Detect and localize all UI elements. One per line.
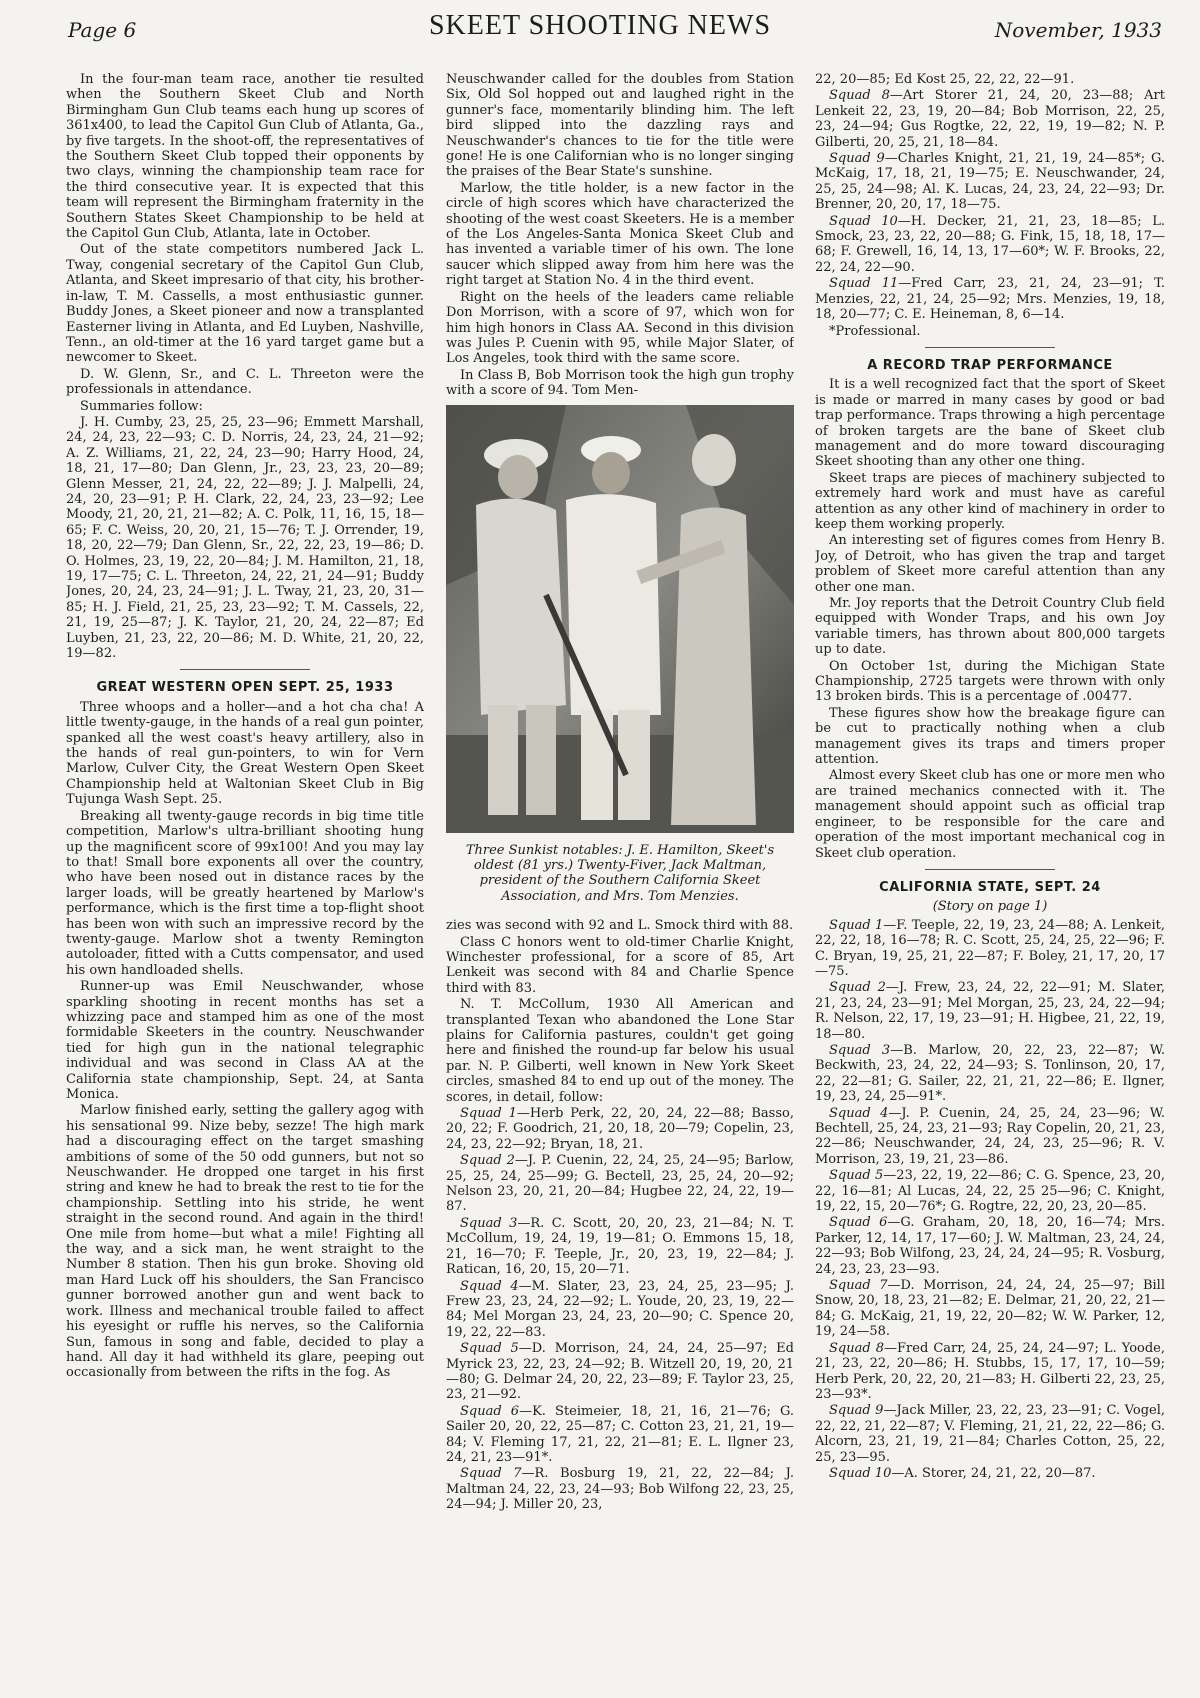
article-paragraph: Skeet traps are pieces of machinery subjected to extremely hard work and must have as careful attention as any other kind of machinery in order to keep them working properly. bbox=[815, 470, 1165, 532]
squad-label: Squad 7 bbox=[460, 1466, 522, 1482]
squad-scores bbox=[815, 1106, 1165, 1168]
article-paragraph: These figures show how the breakage figure can be cut to practically nothing when a club management gives its traps and timers proper attention. bbox=[815, 705, 1165, 768]
squad-label: Squad 5 bbox=[460, 1341, 519, 1357]
section-heading: GREAT WESTERN OPEN SEPT. 25, 1933 bbox=[96, 680, 394, 696]
divider bbox=[925, 347, 1055, 348]
squad-results: —Charles Knight, 21, 21, 19, 24—85*; G. McKaig, 17, 18, 21, 19—75; E. Neuschwander, 24, 25, 25, 24—98; Al. K. Lucas, 24, 23, 24, 22—93; Dr. Brenner, 20, 20, 17, 18—75. bbox=[815, 151, 1165, 213]
photograph-illustration bbox=[446, 405, 794, 833]
column-2 bbox=[446, 72, 794, 1692]
column-3 bbox=[815, 72, 1165, 1692]
squad-results: —A. Storer, 24, 21, 22, 20—87. bbox=[891, 1465, 1096, 1481]
article-paragraph: It is a well recognized fact that the sport of Skeet is made or marred in many cases by good or bad trap performance. Traps throwing a high percentage of broken targets are the bane of Skeet club management and do more toward discouraging Skeet shooting than any other one thing. bbox=[815, 377, 1165, 470]
squad-results: —F. Teeple, 22, 19, 23, 24—88; A. Lenkeit, 22, 22, 18, 16—78; R. C. Scott, 25, 24, 25, 22—96; F. C. Bryan, 19, 25, 21, 22—87; F. Boley, 21, 17, 20, 17—75. bbox=[815, 917, 1165, 979]
squad-scores bbox=[815, 1466, 1165, 1481]
squad-label: Squad 10 bbox=[829, 1465, 892, 1481]
publication-title: SKEET SHOOTING NEWS bbox=[428, 10, 772, 41]
article-paragraph: D. W. Glenn, Sr., and C. L. Threeton were the professionals in attendance. bbox=[66, 366, 424, 398]
article-paragraph: An interesting set of figures comes from Henry B. Joy, of Detroit, who has given the trap and target problem of Skeet more careful attention than any other one man. bbox=[815, 533, 1165, 595]
squad-scores bbox=[815, 151, 1165, 213]
squad-scores bbox=[815, 1341, 1165, 1403]
article-paragraph: Three whoops and a holler—and a hot cha cha! A little twenty-gauge, in the hands of a real gun pointer, spanked all the west coast's heavy artillery, also in the hands of real gun-pointers, to win for Vern Marlow, Culver City, the Great Western Open Skeet Championship held at Waltonian Skeet Club in Big Tujunga Wash Sept. 25. bbox=[66, 699, 424, 808]
article-paragraph: Almost every Skeet club has one or more men who are trained mechanics connected with it. The management should appoint such as official trap engineer, to be responsible for the care and operation of the most important mechanical cog in Skeet club operation. bbox=[815, 768, 1165, 861]
article-paragraph: Marlow, the title holder, is a new factor in the circle of high scores which have characterized the shooting of the west coast Skeeters. He is a member of the Los Angeles-Santa Monica Skeet Club and has invented a variable timer of his own. The lone saucer which slipped away from him here was the right target at Station No. 4 in the third event. bbox=[446, 180, 794, 289]
squad-label: Squad 2 bbox=[460, 1153, 515, 1169]
squad-scores bbox=[815, 1168, 1165, 1214]
article-paragraph: Right on the heels of the leaders came reliable Don Morrison, with a score of 97, which won for him high honors in Class AA. Second in this division was Jules P. Cuenin with 95, while Major Slater, of Los Angeles, took third with the same score. bbox=[446, 289, 794, 367]
squad-results: —R. C. Scott, 20, 20, 23, 21—84; N. T. McCollum, 19, 24, 19, 19—81; O. Emmons 15, 18, 21, 16—70; F. Teeple, Jr., 20, 23, 19, 22—84; J. Ratican, 16, 20, 15, 20—71. bbox=[446, 1215, 794, 1278]
squad-scores: 22, 20—85; Ed Kost 25, 22, 22, 22—91. bbox=[815, 72, 1075, 87]
squad-label: Squad 8 bbox=[829, 88, 890, 104]
squad-results: —M. Slater, 23, 23, 24, 25, 23—95; J. Frew 23, 23, 24, 22—92; L. Youde, 20, 23, 19, 22—84; Mel Morgan 23, 24, 23, 20—90; C. Spence 20, 19, 22, 22—83. bbox=[446, 1278, 794, 1340]
squad-scores bbox=[815, 1278, 1165, 1340]
photo-caption: Three Sunkist notables: J. E. Hamilton, Skeet's oldest (81 yrs.) Twenty-Fiver, Jack Maltman, president of the Southern California Skeet Association, and Mrs. Tom Menzies. bbox=[465, 842, 775, 904]
article-paragraph: Summaries follow: bbox=[80, 398, 203, 414]
squad-label: Squad 1 bbox=[460, 1106, 517, 1122]
squad-results: —J. P. Cuenin, 22, 24, 25, 24—95; Barlow, 25, 25, 24, 25—99; G. Bectell, 23, 25, 24, 20—92; Nelson 23, 20, 21, 20—84; Hugbee 22, 24, 22, 19—87. bbox=[446, 1153, 794, 1215]
scores-paragraph: J. H. Cumby, 23, 25, 25, 23—96; Emmett Marshall, 24, 24, 23, 22—93; C. D. Norris, 24, 23, 24, 21—92; A. Z. Williams, 21, 22, 24, 23—90; Harry Hood, 24, 18, 21, 17—80; Dan Glenn, Jr., 23, 23, 23, 20—89; Glenn Messer, 21, 24, 22, 22—89; J. J. Malpelli, 24, 24, 20, 23—91; P. H. Clark, 22, 24, 23, 23—92; Lee Moody, 21, 20, 21, 21—82; A. C. Polk, 11, 16, 15, 18—65; F. C. Weiss, 20, 20, 21, 15—76; T. J. Orrender, 19, 18, 20, 22—79; Dan Glenn, Sr., 22, 22, 23, 19—86; D. O. Holmes, 23, 19, 22, 20—84; J. M. Hamilton, 21, 18, 19, 17—75; C. L. Threeton, 24, 22, 21, 24—91; Buddy Jones, 20, 24, 23, 24—91; J. L. Tway, 21, 23, 20, 31—85; H. J. Field, 21, 25, 23, 23—92; T. M. Cassels, 22, 21, 19, 25—87; J. K. Taylor, 21, 20, 24, 22—87; Ed Luyben, 21, 23, 22, 20—86; M. D. White, 21, 20, 22, 19—82. bbox=[66, 414, 424, 662]
article-paragraph: On October 1st, during the Michigan State Championship, 2725 targets were thrown with only 13 broken birds. This is a percentage of .00477. bbox=[815, 658, 1165, 705]
article-paragraph: In Class B, Bob Morrison took the high gun trophy with a score of 94. Tom Men- bbox=[446, 367, 794, 399]
section-subheading: (Story on page 1) bbox=[932, 899, 1048, 915]
squad-label: Squad 2 bbox=[829, 980, 886, 996]
photograph bbox=[446, 405, 794, 833]
article-paragraph: N. T. McCollum, 1930 All American and transplanted Texan who abandoned the Lone Star plains for California pastures, couldn't get going here and finished the round-up far below his usual par. N. P. Gilberti, well known in New York Skeet circles, smashed 84 to end up out of the money. The scores, in detail, follow: bbox=[446, 997, 794, 1105]
page-header bbox=[0, 0, 1200, 64]
squad-scores bbox=[446, 1106, 794, 1152]
squad-label: Squad 9 bbox=[829, 151, 885, 167]
squad-label: Squad 7 bbox=[829, 1278, 888, 1294]
squad-label: Squad 1 bbox=[829, 917, 884, 933]
squad-results: —G. Graham, 20, 18, 20, 16—74; Mrs. Parker, 12, 14, 17, 17—60; J. W. Maltman, 23, 24, 24, 22—93; Bob Wilfong, 23, 24, 24, 24—95; R. Vosburg, 24, 23, 23, 23—93. bbox=[815, 1215, 1165, 1277]
squad-scores bbox=[446, 1153, 794, 1215]
article-paragraph: Marlow finished early, setting the gallery agog with his sensational 99. Nize beby, sezze! The high mark had a discouraging effect on the target smashing ambitions of some of the 50 odd gunners, but not so Neuschwander. He dropped one target in his first string and knew he had to break the rest to tie for the championship. Settling into his stride, he went straight in the second round. And again in the third! One mile from home—but what a mile! Fighting all the way, and a sick man, he went straight to the Number 8 station. Then his gun broke. Shoving old man Hard Luck off his shoulders, the San Francisco gunner borrowed another gun and went back to work. Illness and mechanical trouble failed to affect his eyesight or ruffle his nerves, so the California Sun, famous in song and fable, decided to play a hand. All day it had withheld its glare, peeping out occasionally from between the rifts in the fog. As bbox=[66, 1103, 424, 1381]
squad-results: —Art Storer 21, 24, 20, 23—88; Art Lenkeit 22, 23, 19, 20—84; Bob Morrison, 22, 25, 23, 24—94; Gus Rogtke, 22, 22, 19, 19—82; N. P. Gilberti, 20, 25, 21, 18—84. bbox=[815, 88, 1165, 150]
squad-label: Squad 6 bbox=[460, 1403, 520, 1419]
squad-scores bbox=[446, 1404, 794, 1466]
squad-label: Squad 3 bbox=[460, 1215, 518, 1231]
squad-scores bbox=[815, 980, 1165, 1042]
squad-scores bbox=[815, 1403, 1165, 1465]
section-heading: CALIFORNIA STATE, SEPT. 24 bbox=[879, 879, 1101, 895]
squad-scores bbox=[815, 918, 1165, 980]
squad-scores bbox=[815, 276, 1165, 322]
squad-results: —Jack Miller, 23, 22, 23, 23—91; C. Vogel, 22, 22, 21, 22—87; V. Fleming, 21, 21, 22, 22—86; G. Alcorn, 23, 21, 19, 21—84; Charles Cotton, 25, 22, 25, 23—95. bbox=[815, 1403, 1165, 1465]
squad-results: —R. Bosburg 19, 21, 22, 22—84; J. Maltman 24, 22, 23, 24—93; Bob Wilfong 22, 23, 25, 24—94; J. Miller 20, 23, bbox=[446, 1466, 794, 1513]
squad-scores bbox=[815, 1215, 1165, 1277]
squad-label: Squad 3 bbox=[829, 1042, 891, 1058]
article-paragraph: In the four-man team race, another tie resulted when the Southern Skeet Club and North Birmingham Gun Club teams each hung up scores of 361x400, to lead the Capitol Gun Club of Atlanta, Ga., by five targets. In the shoot-off, the representatives of the Southern Skeet Club topped their opponents by two clays, winning the championship team race for the third consecutive year. It is expected that this team will represent the Birmingham fraternity in the Southern States Skeet Championship to be held at the Capitol Gun Club, Atlanta, late in October. bbox=[66, 72, 424, 242]
squad-results: —D. Morrison, 24, 24, 24, 25—97; Ed Myrick 23, 22, 23, 24—92; B. Witzell 20, 19, 20, 21—80; G. Delmar 24, 20, 22, 23—89; F. Taylor 23, 25, 23, 21—92. bbox=[446, 1341, 794, 1403]
divider bbox=[925, 869, 1055, 870]
article-paragraph: zies was second with 92 and L. Smock third with 88. bbox=[446, 918, 794, 934]
divider bbox=[180, 669, 310, 670]
squad-label: Squad 8 bbox=[829, 1340, 885, 1356]
squad-scores bbox=[815, 1043, 1165, 1105]
article-paragraph: Out of the state competitors numbered Jack L. Tway, congenial secretary of the Capitol Gun Club, Atlanta, and Skeet impresario of that city, his brother-in-law, T. M. Cassells, a most enthusiastic gunner. Buddy Jones, a Skeet pioneer and now a transplanted Easterner living in Atlanta, and Ed Luyben, Nashville, Tenn., an old-timer at the 16 yard target game but a newcomer to Skeet. bbox=[66, 242, 424, 366]
squad-results: —K. Steimeier, 18, 21, 16, 21—76; G. Sailer 20, 20, 22, 25—87; C. Cotton 23, 21, 21, 19—84; V. Fleming 17, 21, 22, 21—81; E. L. Ilgner 23, 24, 21, 23—91*. bbox=[446, 1403, 794, 1465]
footnote: *Professional. bbox=[829, 323, 921, 339]
squad-results: —D. Morrison, 24, 24, 24, 25—97; Bill Snow, 20, 18, 23, 21—82; E. Delmar, 21, 20, 22, 21—84; G. McKaig, 21, 19, 22, 20—82; W. W. Parker, 12, 19, 24—58. bbox=[815, 1278, 1165, 1340]
squad-scores bbox=[446, 1341, 794, 1403]
page-number: Page 6 bbox=[68, 18, 137, 42]
squad-label: Squad 11 bbox=[829, 276, 899, 292]
squad-scores bbox=[446, 1216, 794, 1278]
squad-results: —H. Decker, 21, 21, 23, 18—85; L. Smock, 23, 23, 22, 20—88; G. Fink, 15, 18, 18, 17—68; F. Grewell, 16, 14, 13, 17—60*; W. F. Brooks, 22, 22, 24, 22—90. bbox=[815, 213, 1165, 275]
article-paragraph: Neuschwander called for the doubles from Station Six, Old Sol hopped out and laughed right in the gunner's face, momentarily blinding him. The left bird slipped into the dazzling rays and Neuschwander's chances to tie for the title were gone! He is one Californian who is no longer singing the praises of the Bear State's sunshine. bbox=[446, 72, 794, 180]
squad-label: Squad 6 bbox=[829, 1215, 888, 1231]
squad-results: —Fred Carr, 24, 25, 24, 24—97; L. Yoode, 21, 23, 22, 20—86; H. Stubbs, 15, 17, 17, 10—59; Herb Perk, 20, 22, 20, 21—83; H. Gilberti 22, 23, 25, 23—93*. bbox=[815, 1340, 1165, 1402]
squad-scores bbox=[815, 88, 1165, 150]
article-paragraph: Runner-up was Emil Neuschwander, whose sparkling shooting in recent months has set a whizzing pace and stamped him as one of the most formidable Skeeters in the country. Neuschwander tied for high gun in the national telegraphic individual and was second in Class AA at the California state championship, Sept. 24, at Santa Monica. bbox=[66, 979, 424, 1102]
squad-label: Squad 4 bbox=[460, 1278, 519, 1294]
squad-label: Squad 9 bbox=[829, 1403, 884, 1419]
issue-date: November, 1933 bbox=[994, 18, 1162, 42]
article-paragraph: Mr. Joy reports that the Detroit Country Club field equipped with Wonder Traps, and his own Joy variable timers, has thrown about 800,000 targets up to date. bbox=[815, 596, 1165, 658]
squad-results: —B. Marlow, 20, 22, 23, 22—87; W. Beckwith, 23, 24, 22, 24—93; S. Tonlinson, 20, 17, 22, 22—81; G. Sailer, 22, 21, 21, 22—86; E. Ilgner, 19, 23, 24, 25—91*. bbox=[815, 1042, 1165, 1105]
section-heading: A RECORD TRAP PERFORMANCE bbox=[867, 357, 1113, 373]
squad-results: —J. P. Cuenin, 24, 25, 24, 23—96; W. Bechtell, 25, 24, 23, 21—93; Ray Copelin, 20, 21, 23, 22—86; Neuschwander, 24, 24, 23, 25—96; R. V. Morrison, 23, 19, 21, 23—86. bbox=[815, 1105, 1165, 1167]
squad-label: Squad 10 bbox=[829, 213, 898, 229]
squad-label: Squad 5 bbox=[829, 1168, 884, 1184]
article-paragraph: Class C honors went to old-timer Charlie Knight, Winchester professional, for a score of 85, Art Lenkeit was second with 84 and Charlie Spence third with 83. bbox=[446, 934, 794, 996]
squad-label: Squad 4 bbox=[829, 1105, 889, 1121]
squad-scores bbox=[815, 214, 1165, 276]
squad-scores bbox=[446, 1279, 794, 1341]
squad-results: —23, 22, 19, 22—86; C. G. Spence, 23, 20, 22, 16—81; Al Lucas, 24, 22, 25 25—96; C. Knight, 19, 22, 15, 20—76*; G. Rogtre, 22, 20, 23, 20—85. bbox=[815, 1168, 1165, 1215]
squad-results: —Herb Perk, 22, 20, 24, 22—88; Basso, 20, 22; F. Goodrich, 21, 20, 18, 20—79; Copelin, 23, 24, 23, 22—92; Bryan, 18, 21. bbox=[446, 1106, 794, 1152]
squad-results: —J. Frew, 23, 24, 22, 22—91; M. Slater, 21, 23, 24, 23—91; Mel Morgan, 25, 23, 24, 22—94; R. Nelson, 22, 17, 19, 23—91; H. Higbee, 21, 22, 19, 18—80. bbox=[815, 980, 1165, 1042]
squad-results: —Fred Carr, 23, 21, 24, 23—91; T. Menzies, 22, 21, 24, 25—92; Mrs. Menzies, 19, 18, 18, 20—77; C. E. Heineman, 8, 6—14. bbox=[815, 276, 1165, 323]
column-1 bbox=[66, 72, 424, 1692]
article-paragraph: Breaking all twenty-gauge records in big time title competition, Marlow's ultra-brilliant shooting hung up the magnificent score of 99x100! And you may lay to that! Small bore exponents all over the country, who have been nosed out in distance races by the larger loads, will be greatly heartened by Marlow's performance, which is the first time a top-flight shoot has been won with such an impressive record by the twenty-gauge. Marlow shot a twenty Remington autoloader, fitted with a Cutts compensator, and used his own handloaded shells. bbox=[66, 808, 424, 978]
squad-scores bbox=[446, 1466, 794, 1512]
